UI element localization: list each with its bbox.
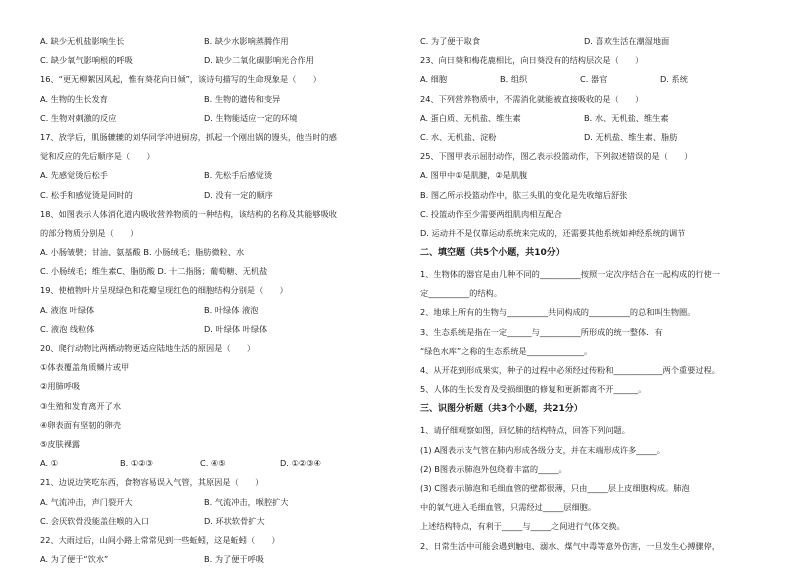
option-row <box>40 305 382 316</box>
answer-option: A. 液泡 叶绿体 <box>40 304 95 315</box>
option-row <box>40 324 382 335</box>
question-line: 5、人体的生长发育及受损细胞的修复和更新都离不开______。 <box>420 384 647 395</box>
question-line: ④卵表面有坚韧的卵壳 <box>40 419 122 430</box>
option-row <box>420 132 762 143</box>
answer-option: B. 缺少水影响蒸腾作用 <box>204 36 289 46</box>
question-line: ①体表覆盖角质鳞片或甲 <box>40 362 130 373</box>
answer-option: D. 无机盐、维生素、脂肪 <box>584 131 678 142</box>
option-row <box>40 554 382 565</box>
option-row <box>40 497 382 508</box>
section-heading: 三、识图分析题（共3个小题，共21分） <box>420 404 583 415</box>
question-line: 中的氧气进入毛细血管，只需经过_____层细胞。 <box>420 502 597 513</box>
answer-option: D. 叶绿体 叶绿体 <box>204 323 268 334</box>
answer-option: B. ①②③ <box>120 458 153 469</box>
question-line: C. 投篮动作至少需要两组肌肉相互配合 <box>420 208 562 219</box>
option-row <box>40 516 382 527</box>
question-line: 2、地球上所有的生物与__________共同构成的__________的总和叫生物圈。 <box>420 307 696 318</box>
answer-option: C. ④⑤ <box>200 458 226 469</box>
option-row <box>40 94 382 105</box>
answer-option: D. ①②③④ <box>280 458 321 469</box>
option-row <box>40 113 382 124</box>
question-line: 1、生物体的器官是由几种不同的__________按照一定次序结合在一起构成的行使一 <box>420 269 720 280</box>
question-line: 17、放学后，肌肠辘辘的刘华同学冲进厨房，抓起一个刚出锅的馒头，他当时的感 <box>40 131 337 142</box>
answer-option: C. 器官 <box>580 74 608 85</box>
answer-option: B. 叶绿体 液泡 <box>204 304 259 315</box>
answer-option: A. 蛋白质、无机盐、维生素 <box>420 112 521 123</box>
question-line: 25、下图甲表示屈肘动作，图乙表示投篮动作，下列叙述错误的是（ ） <box>420 151 693 162</box>
answer-option: A. ① <box>40 458 59 469</box>
option-row <box>40 190 382 201</box>
answer-option: B. 为了便于呼吸 <box>204 554 264 565</box>
answer-option: B. 生物的遗传和变异 <box>204 93 281 104</box>
right-column <box>420 36 762 560</box>
question-line: 4、从开花到形成果实，种子的过程中必须经过传粉和____________两个重要过程。 <box>420 365 720 375</box>
section-heading: 二、填空题（共5个小题，共10分） <box>420 248 565 259</box>
question-line: 3、生态系统是指在一定______与__________所形成的统一整体．有 <box>420 326 663 337</box>
question-line: (3) C图表示肺泡和毛细血管的壁都很薄，只由_____层上皮细胞构成。肺泡 <box>420 482 690 493</box>
answer-option: D. 喜欢生活在潮湿地面 <box>584 36 670 46</box>
option-row <box>420 113 762 124</box>
option-row <box>40 36 382 47</box>
answer-option: B. 气流冲击，喉腔扩大 <box>204 496 289 507</box>
question-line: 22、大雨过后，山间小路上常常见到一些蚯蚓，这是蚯蚓（ ） <box>40 534 280 545</box>
question-line: 23、向日葵和梅花鹿相比，向日葵没有的结构层次是（ ） <box>420 55 644 66</box>
question-line: 16、“更无柳絮因风起，惟有葵花向日倾”，该诗句描写的生命现象是（ ） <box>40 74 321 85</box>
answer-option: A. 细胞 <box>420 74 448 85</box>
question-line: B. 图乙所示投篮动作中，肱三头肌的变化是先收缩后舒张 <box>420 189 628 200</box>
option-row <box>40 458 382 469</box>
option-row <box>40 55 382 66</box>
answer-option: D. 系统 <box>660 74 688 85</box>
option-row <box>420 74 762 85</box>
question-line: 1、请仔细观察如图，回忆肺的结构特点，回答下列问题。 <box>420 425 630 436</box>
answer-option: A. 先感觉烫后松手 <box>40 170 108 181</box>
left-column <box>40 36 382 573</box>
answer-option: D. 环状软骨扩大 <box>204 515 265 526</box>
question-line: 18、如图表示人体消化道内吸收营养物质的一种结构，该结构的名称及其能够吸收 <box>40 208 337 219</box>
question-line: (2) B图表示肺泡外包绕着丰富的_____。 <box>420 463 567 474</box>
question-line: ⑤皮肤裸露 <box>40 438 81 449</box>
question-line: 觉和反应的先后顺序是（ ） <box>40 151 155 162</box>
question-line: ③生殖和发育离开了水 <box>40 400 122 411</box>
answer-option: C. 为了便于取食 <box>420 36 481 46</box>
question-line: 2、日常生活中可能会遇到触电、溺水、煤气中毒等意外伤害，一旦发生心搏骤停， <box>420 540 720 551</box>
answer-option: C. 松手和感觉烫是同时的 <box>40 189 133 200</box>
question-line: D. 运动并不是仅靠运动系统来完成的，还需要其他系统如神经系统的调节 <box>420 227 686 238</box>
question-line: C. 小肠绒毛；维生素C、脂肪酸 D. 十二指肠；葡萄糖、无机盐 <box>40 266 268 277</box>
answer-option: A. 气流冲击，声门裂开大 <box>40 496 133 507</box>
answer-option: D. 生物能适应一定的环境 <box>204 112 298 123</box>
question-line: “绿色水库”之称的生态系统是______________。 <box>420 345 593 356</box>
answer-option: A. 缺少无机盐影响生长 <box>40 36 125 46</box>
question-line: A. 图甲中①是肌腱，②是肌腹 <box>420 170 528 181</box>
question-line: 21、边说边笑吃东西，食物容易误入气管，其原因是（ ） <box>40 477 264 488</box>
option-row <box>40 170 382 181</box>
question-line: 20、爬行动物比两栖动物更适应陆地生活的原因是（ ） <box>40 343 256 353</box>
answer-option: A. 为了便于“饮水” <box>40 554 109 565</box>
answer-option: C. 缺少氧气影响根的呼吸 <box>40 55 133 66</box>
question-line: 定__________的结构。 <box>420 288 502 299</box>
answer-option: C. 生物对刺激的反应 <box>40 112 117 123</box>
answer-option: B. 先松手后感觉烫 <box>204 170 273 181</box>
question-line: ②用肺呼吸 <box>40 381 81 392</box>
answer-option: B. 组织 <box>500 74 528 85</box>
question-line: 的部分物质分别是（ ） <box>40 227 139 238</box>
answer-option: D. 没有一定的顺序 <box>204 189 273 200</box>
question-line: 24、下列营养物质中，不需消化就能被直接吸收的是（ ） <box>420 93 644 104</box>
answer-option: C. 会厌软骨没能盖住喉的入口 <box>40 515 150 526</box>
option-row <box>420 36 762 47</box>
question-line: (1) A图表示支气管在肺内形成各级分支，并在末端形成许多_____。 <box>420 444 665 455</box>
question-line: 上述结构特点，有利于_____与_____之间进行气体交换。 <box>420 521 625 532</box>
answer-option: A. 生物的生长发育 <box>40 93 108 104</box>
question-line: 19、使植物叶片呈现绿色和花瓣呈现红色的细胞结构分别是（ ） <box>40 285 288 296</box>
answer-option: C. 水、无机盐、淀粉 <box>420 131 497 142</box>
answer-option: B. 水、无机盐、维生素 <box>584 112 669 123</box>
answer-option: C. 液泡 线粒体 <box>40 323 95 334</box>
question-line: A. 小肠皱襞；甘油、氨基酸 B. 小肠绒毛；脂肪微粒、水 <box>40 247 245 258</box>
answer-option: D. 缺少二氧化碳影响光合作用 <box>204 55 314 66</box>
